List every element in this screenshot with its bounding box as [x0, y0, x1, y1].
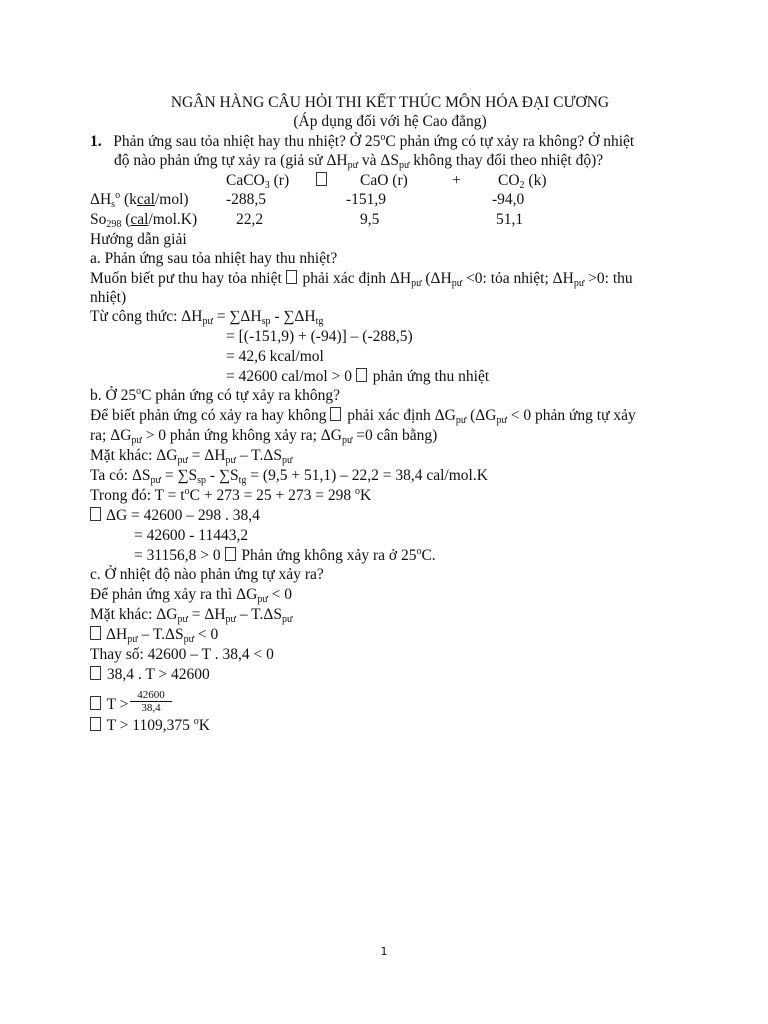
- part-c-line-2: Mặt khác: $\Delta G_{pư} = \Delta H_{pư} - T.\Delta S_{pư}$: [90, 606, 293, 625]
- entropy-cao: 9,5: [360, 211, 380, 228]
- part-b-line-4: Ta có: $\Delta S_{pư} = \sum S_{sp} - \sum S_{tg} = (9,5 + 51,1) - 22,2 = 38,4$ cal/mol.K: [90, 467, 488, 486]
- part-b-question: b. Ở 25$^o$C phản ứng có tự xảy ra không?: [90, 386, 340, 404]
- part-b-line-1: Để biết phản ứng có xảy ra hay không phải xác định $\Delta G_{pư}$ ($\Delta G_{pư} < 0$ phản ứng tự xảy: [90, 407, 636, 426]
- fraction-numerator: 42600: [130, 689, 172, 702]
- question-line-2: độ nào phản ứng tự xảy ra (giả sử $\Delta H_{pư}$ và $\Delta S_{pư}$ không thay đổi theo nhiệt độ)?: [114, 152, 604, 171]
- part-b-line-2: ra; $\Delta G_{pư} > 0$ phản ứng không xảy ra; $\Delta G_{pư} =0$ cân bằng): [90, 427, 438, 446]
- part-a-formula-1: Từ công thức: $\Delta H_{pư} = \sum\Delta H_{sp} - \sum\Delta H_{tg}$: [90, 308, 324, 327]
- page-title: NGÂN HÀNG CÂU HỎI THI KẾT THÚC MÔN HÓA ĐẠI CƯƠNG: [170, 94, 610, 111]
- question-line-1: 1. Phản ứng sau tỏa nhiệt hay thu nhiệt? Ở 25$^o$C phản ứng có tự xảy ra không? Ở nhiệt: [90, 132, 635, 150]
- part-c-line-1: Để phản ứng xảy ra thì $\Delta G_{pư} < 0$: [90, 586, 292, 605]
- part-b-line-3: Mặt khác: $\Delta G_{pư} = \Delta H_{pư} - T.\Delta S_{pư}$: [90, 447, 293, 466]
- arrow-glyph: [316, 171, 329, 191]
- part-a-formula-2: = [(-151,9) + (-94)] – (-288,5): [226, 328, 413, 345]
- part-b-line-6: ΔG = 42600 – 298 . 38,4: [90, 506, 260, 526]
- enthalpy-co2: -94,0: [492, 191, 525, 208]
- part-c-question: c. Ở nhiệt độ nào phản ứng tự xảy ra?: [90, 566, 324, 583]
- row-enthalpy-label: $\Delta H_s^o$ (kcal/mol): [90, 190, 189, 210]
- part-c-line-5: 38,4 . T > 42600: [90, 665, 210, 685]
- question-number: 1.: [90, 133, 102, 150]
- enthalpy-caco3: -288,5: [226, 191, 267, 208]
- part-b-line-8: = 31156,8 > 0 Phản ứng không xảy ra ở 25$^o$C.: [134, 546, 436, 564]
- part-c-line-7: T > 1109,375 $^o$K: [90, 716, 210, 736]
- part-c-line-4: Thay số: 42600 – T . 38,4 < 0: [90, 646, 274, 663]
- part-a-line-1: Muốn biết pư thu hay tỏa nhiệt phải xác định $\Delta H_{pư}$ ($\Delta H_{pư} <0$: tỏa nhiệt; $\Delta H_{pư} >0$: thu: [90, 270, 633, 289]
- solution-heading: Hướng dẫn giải: [90, 231, 187, 248]
- part-b-line-5: Trong đó: $T = t^oC + 273 = 25 + 273 = 298$ $^o$K: [90, 486, 372, 504]
- page-number: 1: [380, 945, 388, 958]
- entropy-caco3: 22,2: [236, 211, 264, 228]
- part-a-formula-4: = 42600 cal/mol > 0 phản ứng thu nhiệt: [226, 368, 490, 385]
- part-b-line-7: = 42600 - 11443,2: [134, 527, 249, 544]
- fraction-denominator: 38,4: [141, 702, 161, 714]
- part-a-formula-3: = 42,6 kcal/mol: [226, 348, 324, 365]
- reactant-caco3: CaCO$_3$ (r): [226, 172, 290, 191]
- part-a-line-2: nhiệt): [90, 289, 127, 306]
- part-c-line-3: $\Delta H_{pư} - T.\Delta S_{pư} < 0$: [90, 625, 218, 645]
- product-co2: $CO_2$ (k): [498, 172, 547, 191]
- part-a-question: a. Phản ứng sau tỏa nhiệt hay thu nhiệt?: [90, 250, 338, 267]
- page-subtitle: (Áp dụng đối với hệ Cao đẳng): [293, 113, 487, 130]
- enthalpy-cao: -151,9: [346, 191, 387, 208]
- plus-sign: +: [452, 172, 461, 189]
- fraction: [130, 689, 172, 714]
- row-entropy-label: $So_{298}$ (cal/mol.K): [90, 211, 198, 230]
- product-cao: CaO (r): [360, 172, 408, 189]
- entropy-co2: 51,1: [496, 211, 524, 228]
- part-c-line-6: T >: [90, 695, 128, 715]
